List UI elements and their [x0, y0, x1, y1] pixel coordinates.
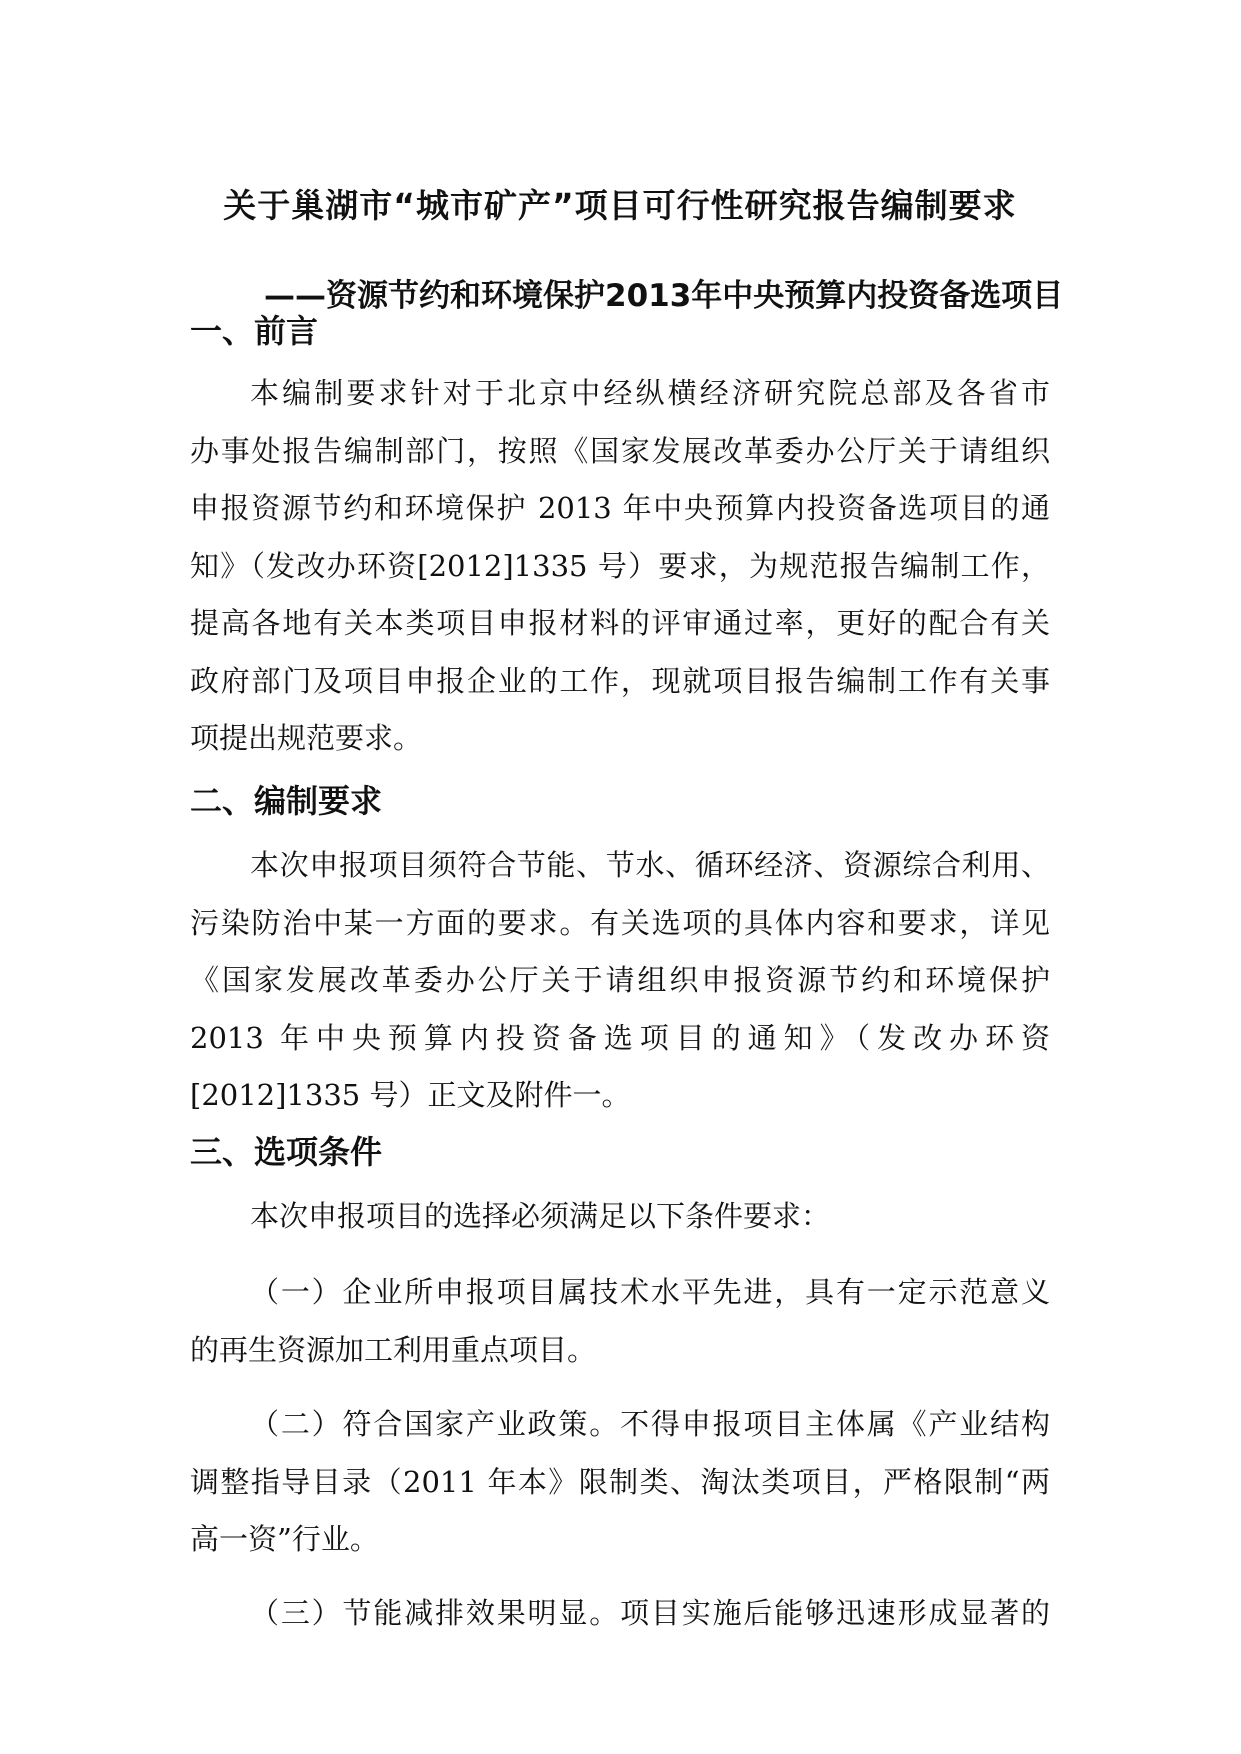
paragraph-line: 污染防治中某一方面的要求。有关选项的具体内容和要求，详见: [190, 905, 1050, 940]
paragraph-line: 项提出规范要求。: [190, 721, 423, 755]
section-requirements-paragraph: [190, 837, 1050, 1125]
paragraph-line: 本编制要求针对于北京中经纵横经济研究院总部及各省市: [250, 376, 1050, 410]
paragraph-line: 本次申报项目须符合节能、节水、循环经济、资源综合利用、: [250, 848, 1050, 882]
section-heading-conditions: 三、选项条件: [190, 1133, 383, 1171]
paragraph-line: 的再生资源加工利用重点项目。: [190, 1332, 597, 1367]
paragraph-line: 2013 年中央预算内投资备选项目的通知》（发改办环资: [190, 1020, 1050, 1055]
paragraph-line: 本次申报项目的选择必须满足以下条件要求：: [250, 1199, 831, 1233]
paragraph-line: 提高各地有关本类项目申报材料的评审通过率，更好的配合有关: [190, 606, 1050, 640]
section-heading-preface: 一、前言: [190, 312, 319, 350]
section-conditions-intro: [190, 1188, 1050, 1246]
section-preface-paragraph: [190, 365, 1050, 768]
condition-item-2: [190, 1396, 1050, 1569]
document-subtitle: ——资源节约和环境保护2013年中央预算内投资备选项目: [264, 278, 1064, 314]
condition-item-1: [190, 1264, 1050, 1379]
paragraph-line: 办事处报告编制部门，按照《国家发展改革委办公厅关于请组织: [190, 433, 1050, 468]
paragraph-line: （一）企业所申报项目属技术水平先进，具有一定示范意义: [250, 1275, 1050, 1309]
section-heading-requirements: 二、编制要求: [190, 782, 383, 820]
paragraph-line: （三）节能减排效果明显。项目实施后能够迅速形成显著的: [250, 1596, 1050, 1630]
paragraph-line: 政府部门及项目申报企业的工作，现就项目报告编制工作有关事: [190, 663, 1050, 698]
paragraph-line: 高一资”行业。: [190, 1522, 379, 1556]
paragraph-line: 调整指导目录（2011 年本》限制类、淘汰类项目，严格限制“两: [190, 1464, 1050, 1499]
paragraph-line: 申报资源节约和环境保护 2013 年中央预算内投资备选项目的通: [190, 491, 1050, 525]
condition-item-3: [190, 1585, 1050, 1643]
paragraph-line: 《国家发展改革委办公厅关于请组织申报资源节约和环境保护: [190, 963, 1050, 997]
paragraph-line: [2012]1335 号）正文及附件一。: [190, 1078, 631, 1112]
paragraph-line: 知》（发改办环资[2012]1335 号）要求，为规范报告编制工作，: [190, 548, 1050, 583]
document-title: 关于巢湖市“城市矿产”项目可行性研究报告编制要求: [223, 186, 1017, 225]
paragraph-line: （二）符合国家产业政策。不得申报项目主体属《产业结构: [250, 1407, 1050, 1441]
